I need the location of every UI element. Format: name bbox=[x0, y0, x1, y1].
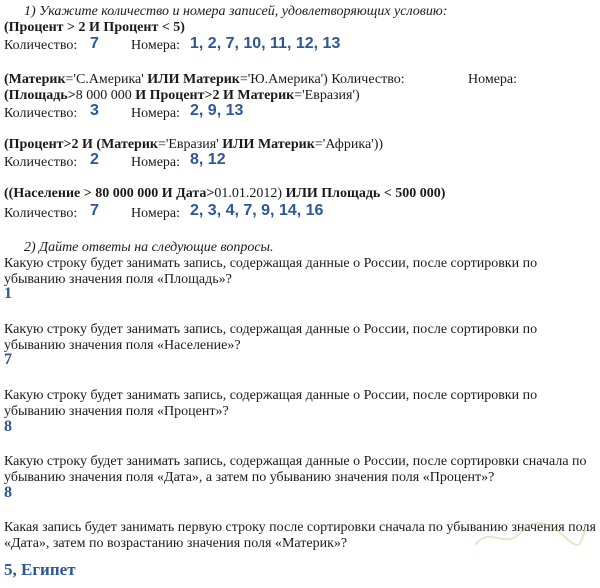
c2-or-materik: ИЛИ Материк bbox=[147, 72, 240, 87]
question-2: Какую строку будет занимать запись, содержащая данные о России, после сортировки по убыванию значения поля «Население»? bbox=[4, 322, 538, 353]
condition-2-line-2 bbox=[4, 88, 360, 104]
task2-heading: 2) Дайте ответы на следующие вопросы. bbox=[24, 240, 274, 255]
c3-part-d: ='Африка')) bbox=[314, 137, 384, 152]
numbers-label-3: Номера: bbox=[131, 155, 181, 170]
question-4: Какую строку будет занимать запись, содержащая данные о России, после сортировки сначала по убыванию значения поля «Дата», а затем по убыванию значения поля «Процент»? bbox=[4, 454, 587, 485]
numbers-value-3: 8, 12 bbox=[190, 151, 226, 168]
count-label-3: Количество: bbox=[4, 155, 78, 170]
c3-part-b: ='Евразия' bbox=[157, 137, 223, 152]
numbers-value-4: 2, 3, 4, 7, 9, 14, 16 bbox=[190, 202, 324, 219]
count-label-4: Количество: bbox=[4, 206, 78, 221]
c2-and-clause: И Процент>2 И Материк bbox=[135, 88, 295, 103]
count-label-1: Количество: bbox=[4, 38, 78, 53]
question-1: Какую строку будет занимать запись, содержащая данные о России, после сортировки по убыванию значения поля «Площадь»? bbox=[4, 256, 538, 287]
answer-2: 7 bbox=[4, 351, 12, 368]
c4-part-c: ИЛИ Площадь < 500 000) bbox=[285, 186, 446, 201]
question-3: Какую строку будет занимать запись, содержащая данные о России, после сортировки по убыванию значения поля «Процент»? bbox=[4, 388, 538, 419]
c2-area: (Площадь> bbox=[4, 88, 76, 103]
c4-part-a: ((Население > 80 000 000 И Дата> bbox=[4, 186, 215, 201]
c2-value-2: ='Ю.Америка') Количество: bbox=[239, 72, 405, 87]
answer-4: 8 bbox=[4, 484, 12, 501]
count-value-2: 3 bbox=[90, 102, 99, 119]
task1-heading: 1) Укажите количество и номера записей, удовлетворяющих условию: bbox=[24, 4, 448, 19]
c2-area-value: 8 000 000 bbox=[75, 88, 136, 103]
numbers-label-1: Номера: bbox=[131, 38, 181, 53]
question-5: Какая запись будет занимать первую строку после сортировки сначала по убыванию значения поля «Дата», затем по возрастанию значения поля «Материк»? bbox=[4, 520, 596, 551]
count-label-2: Количество: bbox=[4, 106, 78, 121]
condition-1: (Процент > 2 И Процент < 5) bbox=[4, 20, 185, 35]
c2-materik-1: (Материк bbox=[4, 72, 66, 87]
answer-1: 1 bbox=[4, 285, 12, 302]
numbers-value-1: 1, 2, 7, 10, 11, 12, 13 bbox=[190, 35, 341, 52]
count-value-3: 2 bbox=[90, 151, 99, 168]
numbers-label-2: Номера: bbox=[131, 106, 181, 121]
c4-part-b: 01.01.2012) bbox=[214, 186, 286, 201]
numbers-value-2: 2, 9, 13 bbox=[190, 102, 244, 119]
numbers-label-4: Номера: bbox=[131, 206, 181, 221]
answer-3: 8 bbox=[4, 418, 12, 435]
c2-eurasia: ='Евразия') bbox=[294, 88, 360, 103]
count-value-4: 7 bbox=[90, 202, 99, 219]
c3-part-a: (Процент>2 И (Материк bbox=[4, 137, 158, 152]
condition-2-line-1 bbox=[4, 72, 405, 88]
numbers-label-inline-2: Номера: bbox=[468, 72, 518, 87]
condition-4 bbox=[4, 186, 445, 202]
c3-part-c: ИЛИ Материк bbox=[222, 137, 315, 152]
c2-value-1: ='С.Америка' bbox=[65, 72, 148, 87]
answer-5: 5, Египет bbox=[4, 560, 76, 579]
count-value-1: 7 bbox=[90, 35, 99, 52]
watermark-decoration bbox=[470, 515, 590, 555]
